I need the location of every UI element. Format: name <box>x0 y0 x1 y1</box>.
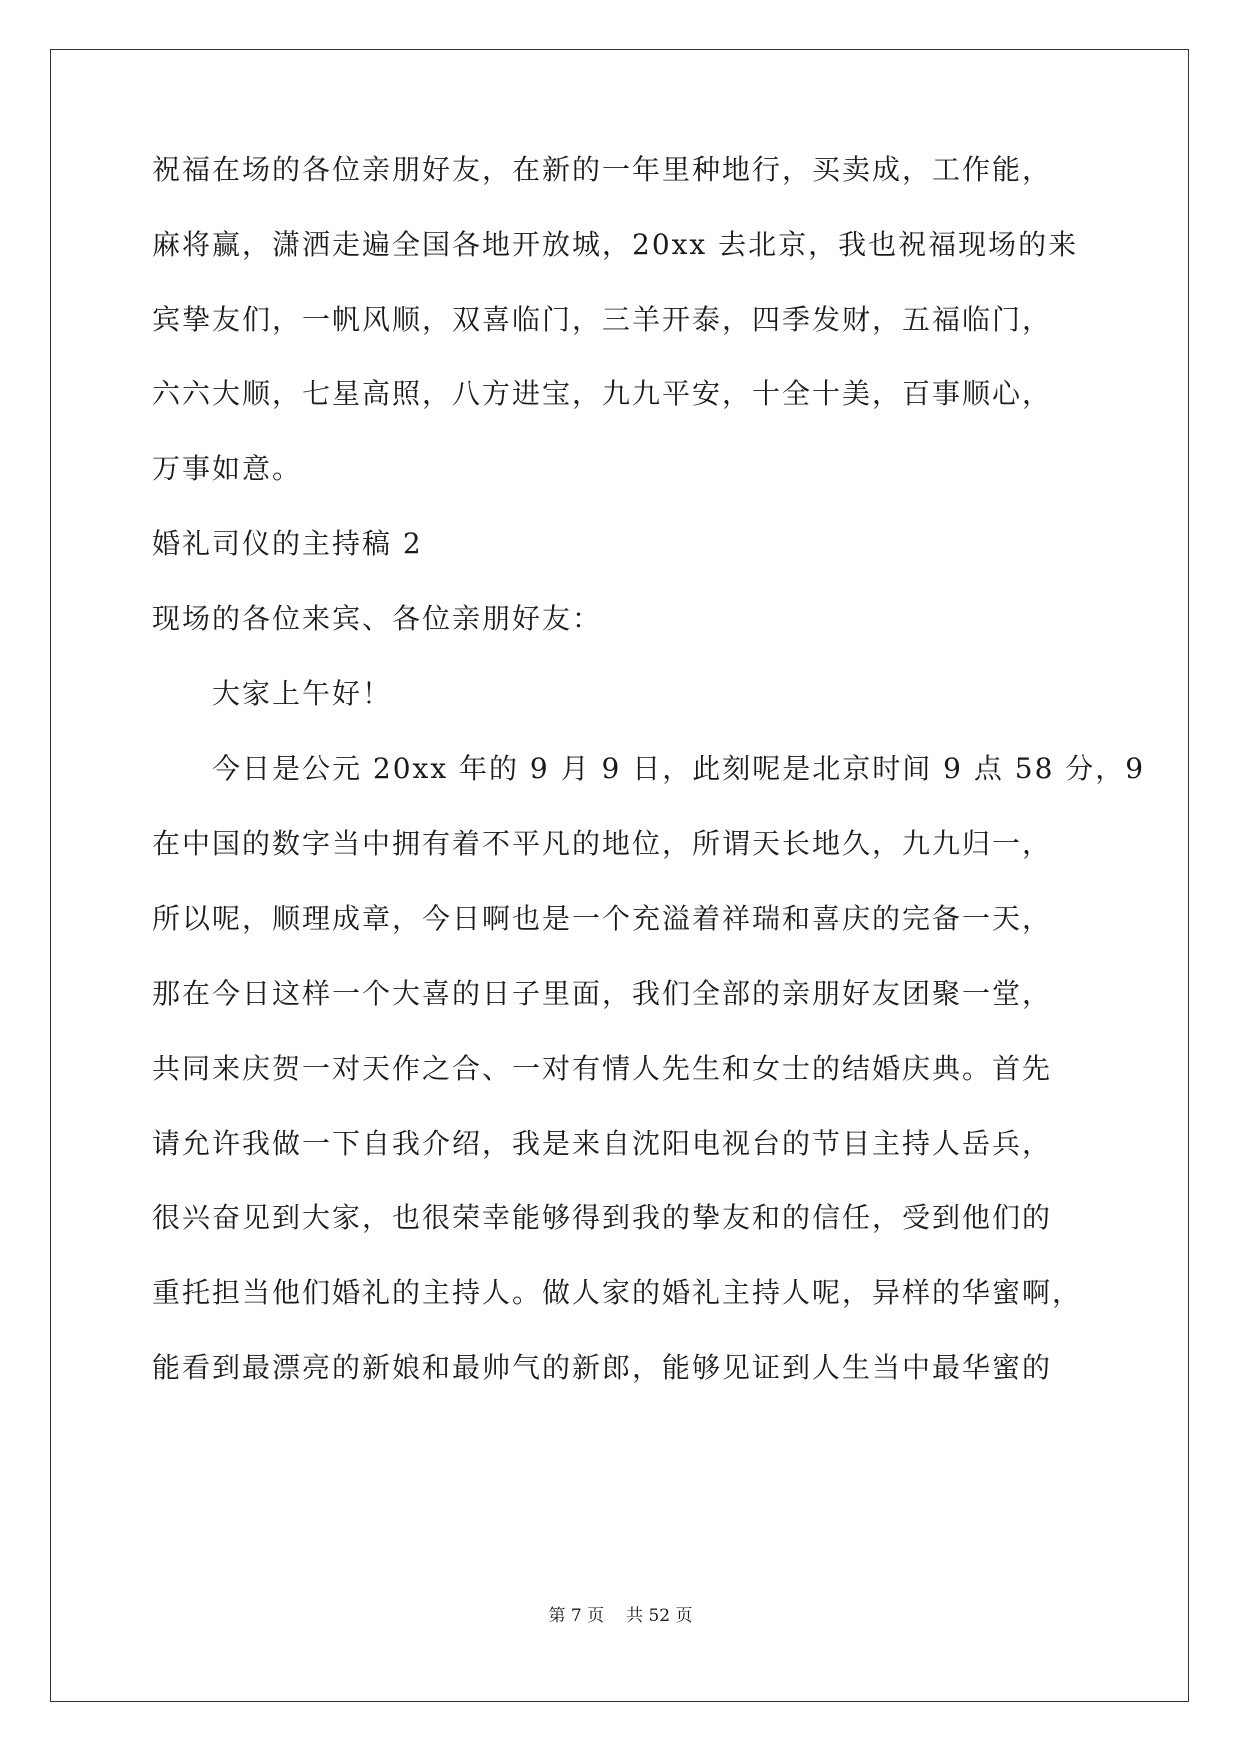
text-line: 请允许我做一下自我介绍，我是来自沈阳电视台的节目主持人岳兵， <box>152 1127 1053 1160</box>
salutation-line: 现场的各位来宾、各位亲朋好友： <box>152 602 603 635</box>
text-line: 宾挚友们，一帆风顺，双喜临门，三羊开泰，四季发财，五福临门， <box>152 303 1053 336</box>
text-line: 祝福在场的各位亲朋好友，在新的一年里种地行，买卖成，工作能， <box>152 153 1053 186</box>
text-line: 六六大顺，七星高照，八方进宝，九九平安，十全十美，百事顺心， <box>152 377 1053 410</box>
page-total: 共 52 页 <box>626 1606 693 1626</box>
section-heading: 婚礼司仪的主持稿 2 <box>152 527 423 560</box>
text-line: 很兴奋见到大家，也很荣幸能够得到我的挚友和的信任，受到他们的 <box>152 1201 1053 1234</box>
text-line: 所以呢，顺理成章，今日啊也是一个充溢着祥瑞和喜庆的完备一天， <box>152 902 1053 935</box>
text-line: 今日是公元 20xx 年的 9 月 9 日，此刻呢是北京时间 9 点 58 分，9 <box>212 752 1146 785</box>
greeting-line: 大家上午好！ <box>212 677 393 710</box>
text-line: 能看到最漂亮的新娘和最帅气的新郎，能够见证到人生当中最华蜜的 <box>152 1351 1053 1384</box>
text-line: 麻将赢，潇洒走遍全国各地开放城，20xx 去北京，我也祝福现场的来 <box>152 228 1079 261</box>
text-line: 那在今日这样一个大喜的日子里面，我们全部的亲朋好友团聚一堂， <box>152 977 1053 1010</box>
page-number: 第 7 页 <box>548 1606 605 1626</box>
text-line: 重托担当他们婚礼的主持人。做人家的婚礼主持人呢，异样的华蜜啊， <box>152 1276 1083 1309</box>
text-line: 万事如意。 <box>152 452 303 485</box>
text-line: 在中国的数字当中拥有着不平凡的地位，所谓天长地久，九九归一， <box>152 827 1053 860</box>
text-line: 共同来庆贺一对天作之合、一对有情人先生和女士的结婚庆典。首先 <box>152 1052 1053 1085</box>
page-border <box>50 49 1189 1702</box>
page-footer <box>0 1604 1241 1628</box>
